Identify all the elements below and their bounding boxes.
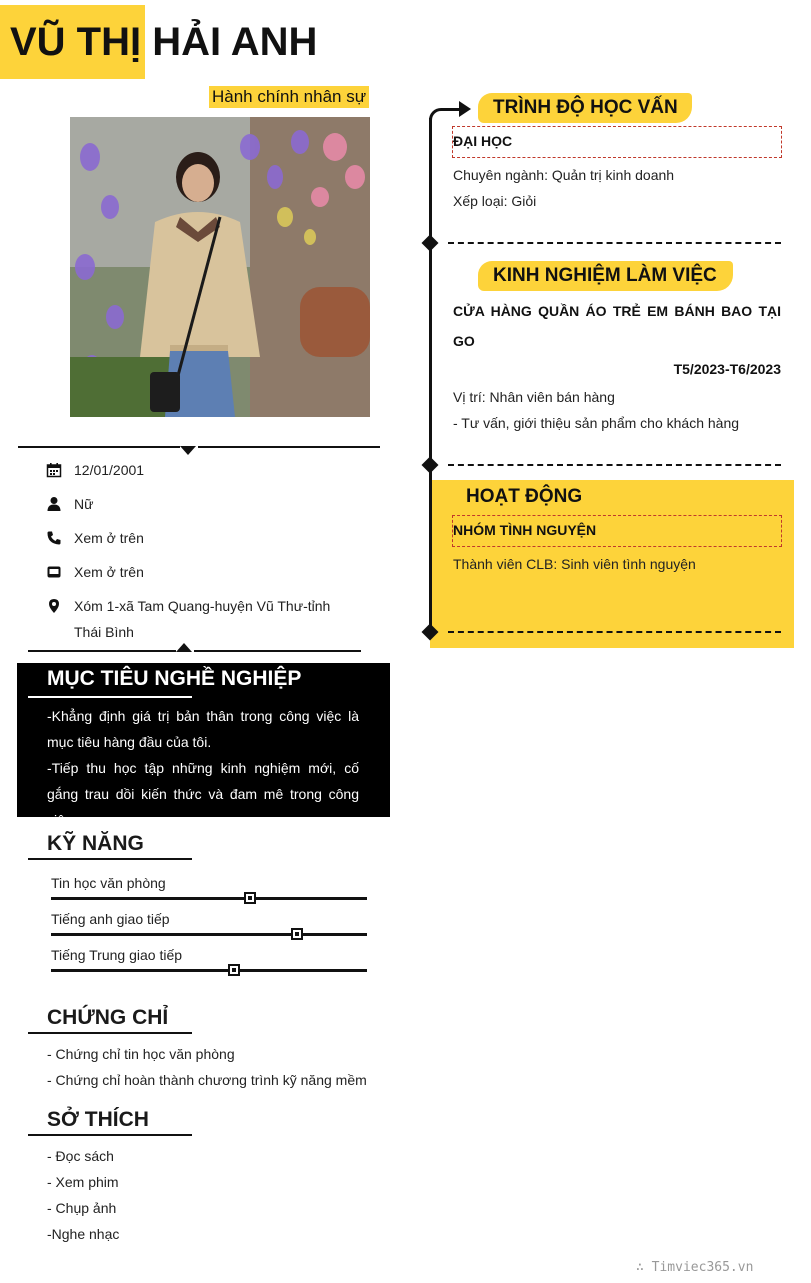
contact-top-line-right <box>198 446 380 448</box>
objective-text <box>47 703 359 833</box>
hobby-item: - Xem phim <box>47 1174 119 1190</box>
objective-line: -Tiếp thu học tập những kinh nghiệm mới, cố gắng trau dồi kiến thức và đam mê trong công việc <box>47 760 359 828</box>
section-divider <box>448 464 781 466</box>
timeline-node <box>422 457 439 474</box>
experience-duty: - Tư vấn, giới thiệu sản phẩm cho khách hàng <box>453 415 740 431</box>
contact-bottom-line-left <box>28 650 176 652</box>
contact-address: Xóm 1-xã Tam Quang-huyện Vũ Thư-tỉnh Thái Bình <box>74 598 331 640</box>
user-icon <box>46 496 62 512</box>
email-icon <box>46 564 62 580</box>
contact-email: Xem ở trên <box>74 564 144 580</box>
timeline-curve <box>429 108 459 120</box>
profile-photo <box>70 117 370 417</box>
skill-level-knob[interactable] <box>228 964 240 976</box>
contact-gender: Nữ <box>74 496 94 512</box>
education-school: ĐẠI HỌC <box>453 133 513 149</box>
education-major: Chuyên ngành: Quản trị kinh doanh <box>453 167 675 183</box>
timeline-node <box>422 235 439 252</box>
skill-level-knob[interactable] <box>291 928 303 940</box>
skill-label: Tiếng Trung giao tiếp <box>51 947 183 963</box>
skill-label: Tin học văn phòng <box>51 875 166 891</box>
contact-bottom-marker <box>176 643 192 652</box>
contact-top-marker <box>180 446 196 455</box>
objective-title: MỤC TIÊU NGHỀ NGHIỆP <box>47 667 302 690</box>
certificates-underline <box>28 1032 192 1034</box>
skill-bar <box>51 897 367 900</box>
contact-bottom-line-right <box>194 650 361 652</box>
section-divider <box>448 631 781 633</box>
activities-group: NHÓM TÌNH NGUYỆN <box>453 522 597 538</box>
objective-underline <box>28 696 192 698</box>
skill-bar <box>51 969 367 972</box>
hobby-item: - Chụp ảnh <box>47 1200 117 1216</box>
experience-period: T5/2023-T6/2023 <box>673 361 781 377</box>
section-divider <box>448 242 781 244</box>
candidate-name: VŨ THỊ HẢI ANH <box>10 20 318 64</box>
certificate-item: - Chứng chỉ hoàn thành chương trình kỹ năng mềm <box>47 1072 367 1088</box>
hobby-item: - Đọc sách <box>47 1148 114 1164</box>
hobby-item: -Nghe nhạc <box>47 1226 120 1242</box>
location-icon <box>46 598 62 614</box>
hobbies-title: SỞ THÍCH <box>47 1108 149 1131</box>
education-title: TRÌNH ĐỘ HỌC VẤN <box>493 97 678 118</box>
job-title: Hành chính nhân sự <box>209 86 369 108</box>
experience-title: KINH NGHIỆM LÀM VIỆC <box>493 265 717 286</box>
hobbies-underline <box>28 1134 192 1136</box>
watermark: ∴ Timviec365.vn <box>636 1260 754 1275</box>
certificate-item: - Chứng chỉ tin học văn phòng <box>47 1046 235 1062</box>
activities-title: HOẠT ĐỘNG <box>466 486 583 507</box>
contact-birthday: 12/01/2001 <box>74 462 145 478</box>
skill-bar <box>51 933 367 936</box>
contact-top-line-left <box>18 446 180 448</box>
calendar-icon <box>46 462 62 478</box>
experience-position: Vị trí: Nhân viên bán hàng <box>453 389 615 405</box>
skill-label: Tiếng anh giao tiếp <box>51 911 170 927</box>
activities-role: Thành viên CLB: Sinh viên tình nguyện <box>453 556 696 572</box>
skill-level-knob[interactable] <box>244 892 256 904</box>
contact-phone: Xem ở trên <box>74 530 144 546</box>
education-rank: Xếp loại: Giỏi <box>453 193 537 209</box>
timeline-line <box>429 118 432 638</box>
experience-company: CỬA HÀNG QUẦN ÁO TRẺ EM BÁNH BAO TẠI GO <box>453 303 781 349</box>
timeline-arrow-icon <box>459 101 471 117</box>
phone-icon <box>46 530 62 546</box>
skills-title: KỸ NĂNG <box>47 832 144 855</box>
objective-line: -Khẳng định giá trị bản thân trong công việc là mục tiêu hàng đầu của tôi. <box>47 708 359 750</box>
skills-underline <box>28 858 192 860</box>
certificates-title: CHỨNG CHỈ <box>47 1006 169 1029</box>
